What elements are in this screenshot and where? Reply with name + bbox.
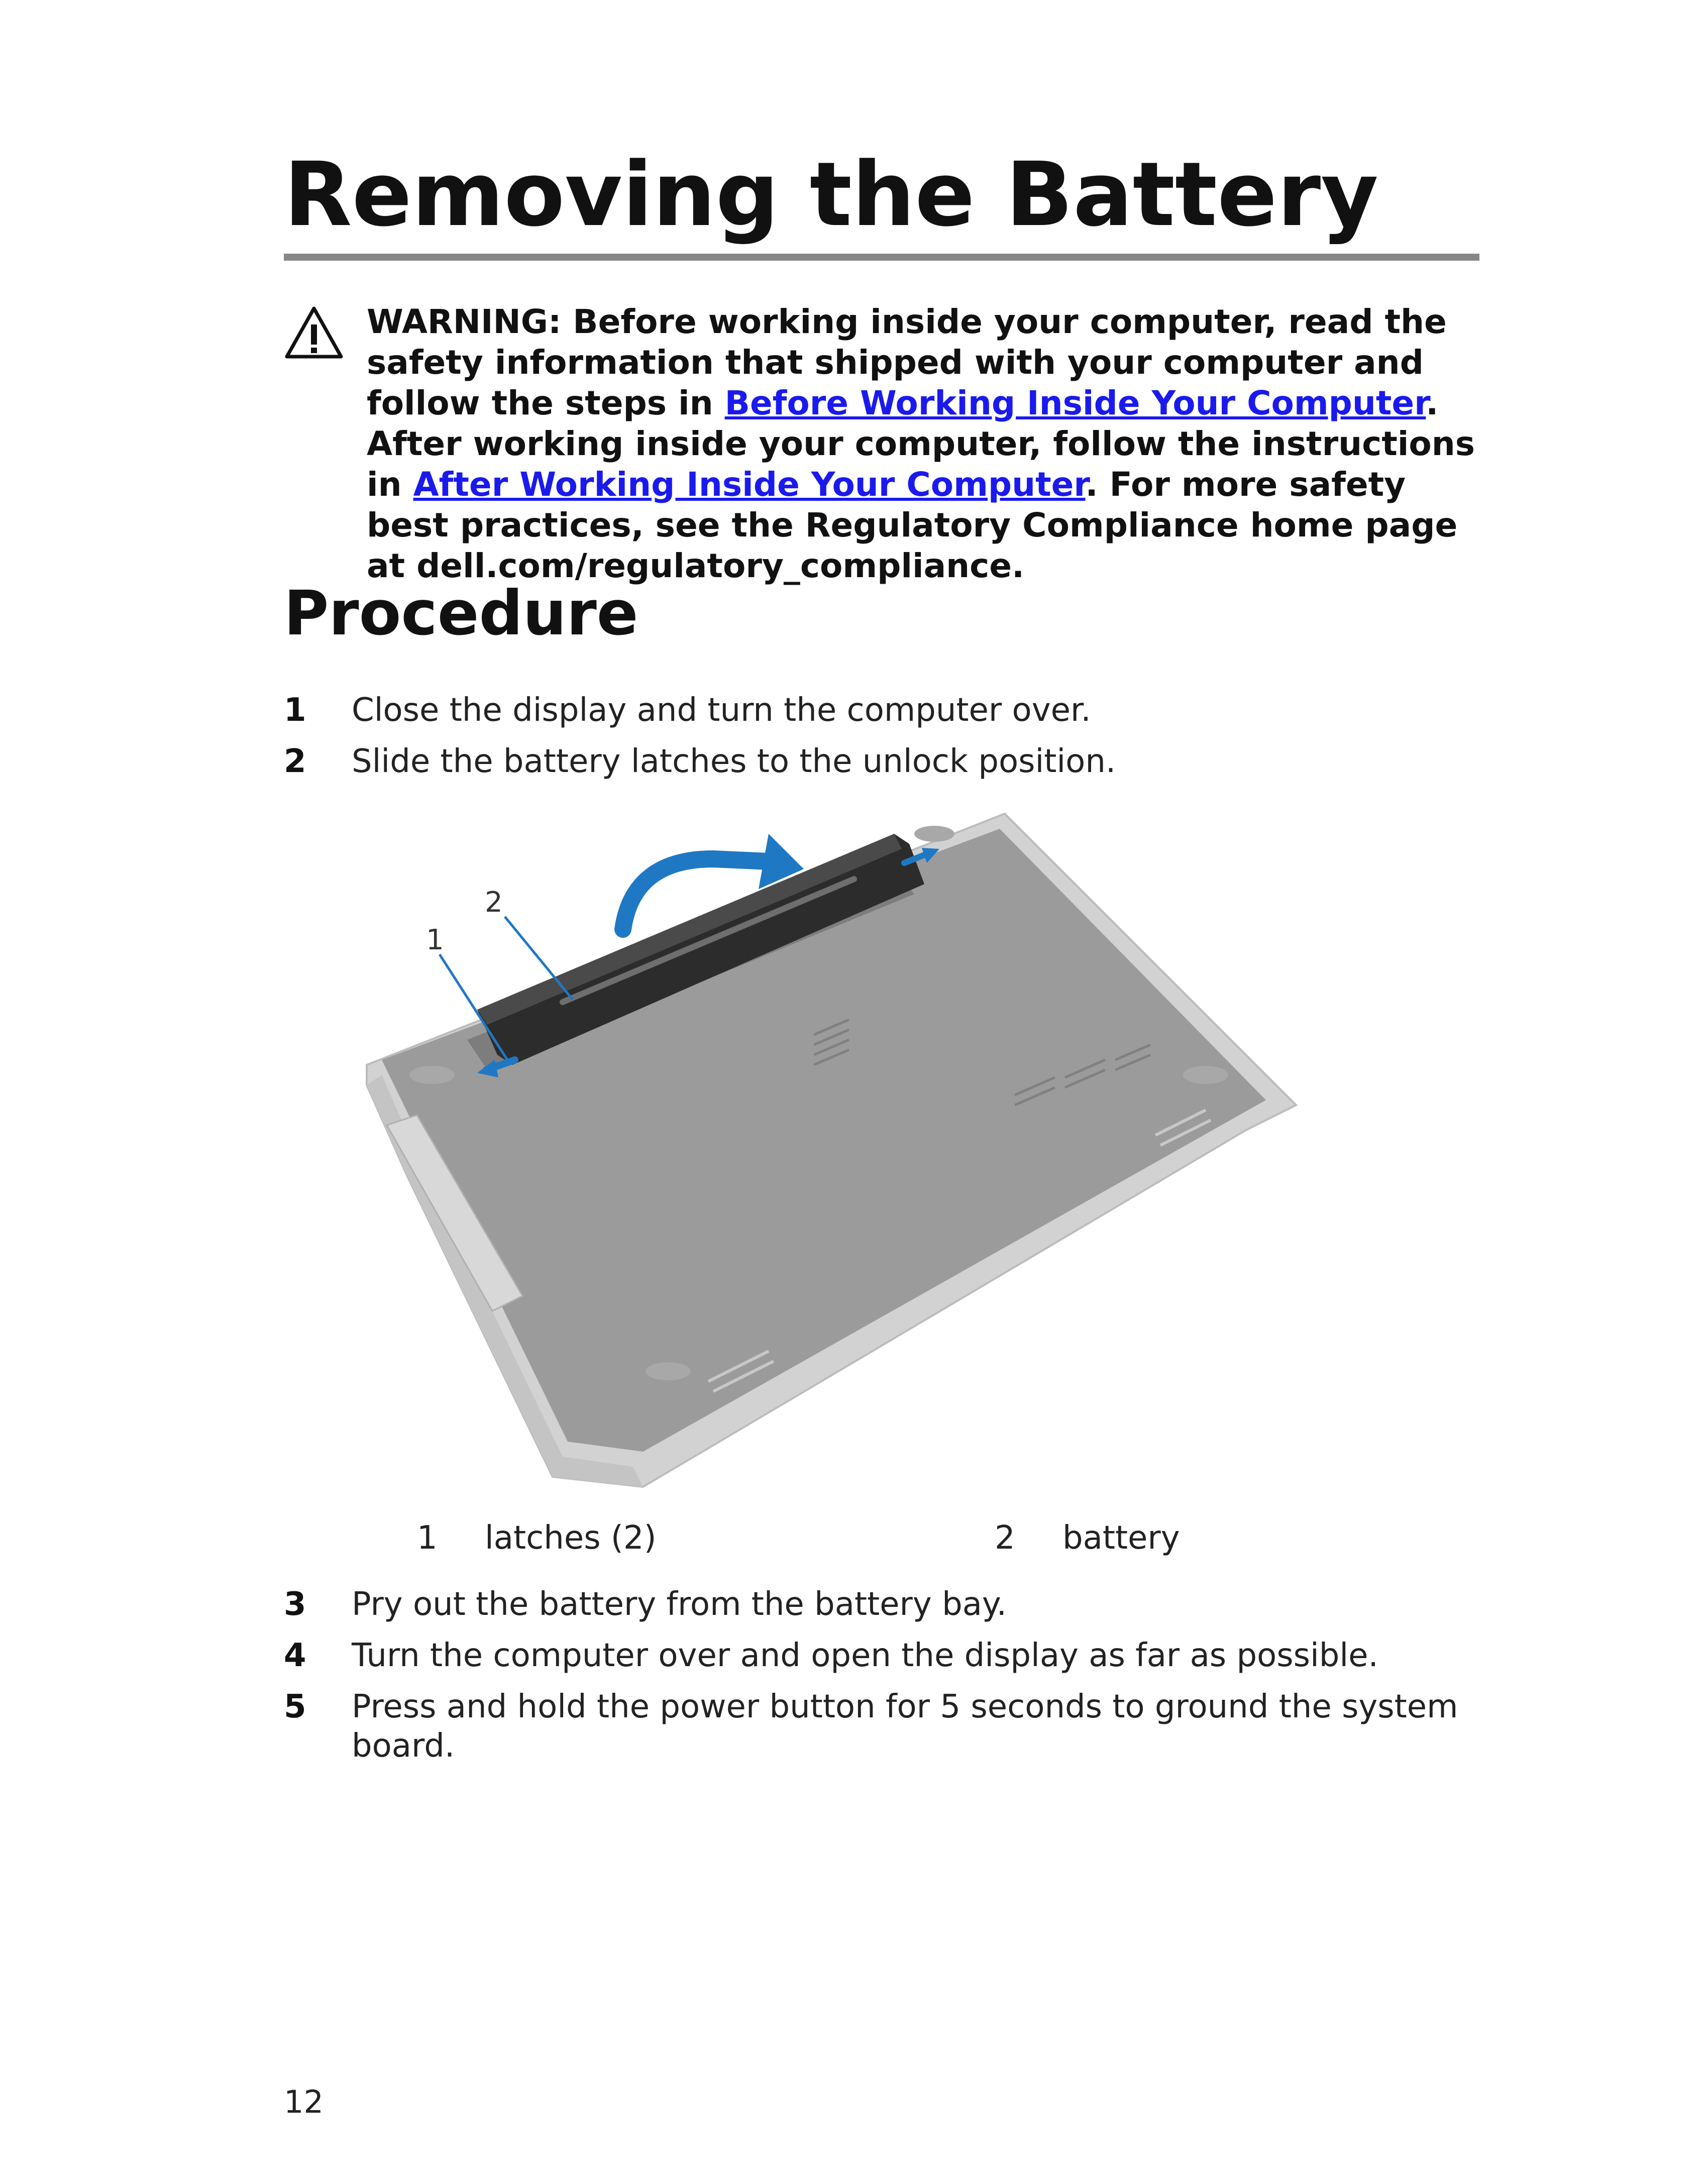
- callout-label-2: 2: [485, 886, 503, 919]
- rubber-foot: [914, 826, 954, 842]
- step-text: Press and hold the power button for 5 seconds to ground the system board.: [352, 1688, 1458, 1765]
- step-item: [284, 1585, 1479, 1624]
- step-item: [284, 742, 1479, 781]
- warning-text-segment: . For more safety best practices, see the Regulatory Compliance home page at dell.com/regulatory_compliance.: [367, 465, 1458, 585]
- callout-label-1: 1: [426, 924, 444, 956]
- step-number: 3: [284, 1586, 306, 1623]
- steps-list-a: [284, 691, 1479, 793]
- step-number: 5: [284, 1688, 306, 1725]
- rubber-foot: [409, 1066, 455, 1084]
- warning-link[interactable]: Before Working Inside Your Computer: [724, 384, 1426, 422]
- step-item: [284, 691, 1479, 730]
- legend-label: latches (2): [485, 1519, 657, 1557]
- step-text: Turn the computer over and open the display as far as possible.: [352, 1637, 1378, 1674]
- step-text: Close the display and turn the computer over.: [352, 692, 1091, 729]
- step-item: [284, 1687, 1479, 1766]
- step-item: [284, 1636, 1479, 1675]
- step-number: 2: [284, 743, 306, 780]
- title-rule: [284, 254, 1479, 261]
- legend-label: battery: [1062, 1519, 1180, 1557]
- warning-text: [367, 301, 1487, 586]
- steps-list-b: [284, 1585, 1479, 1778]
- warning-link[interactable]: After Working Inside Your Computer: [413, 465, 1086, 504]
- step-text: Slide the battery latches to the unlock position.: [352, 743, 1116, 780]
- legend-number: 2: [995, 1519, 1015, 1557]
- step-number: 1: [284, 692, 306, 729]
- page-number: 12: [284, 2084, 324, 2120]
- legend-number: 1: [417, 1519, 438, 1557]
- figure-legend: [417, 1519, 1221, 1560]
- step-number: 4: [284, 1637, 306, 1674]
- warning-triangle-icon: [284, 305, 344, 361]
- rubber-foot: [646, 1362, 691, 1380]
- rubber-foot: [1183, 1066, 1228, 1084]
- procedure-heading: Procedure: [284, 578, 638, 649]
- warning-text-segment: WARNING: Before working inside your computer, read the safety information that shipped with your computer and follow the steps in: [367, 302, 1447, 422]
- step-text: Pry out the battery from the battery bay.: [352, 1586, 1007, 1623]
- page-title: Removing the Battery: [284, 143, 1378, 246]
- warning-text-segment: . After working inside your computer, follow the instructions in: [367, 384, 1475, 504]
- laptop-battery-illustration: [352, 804, 1306, 1497]
